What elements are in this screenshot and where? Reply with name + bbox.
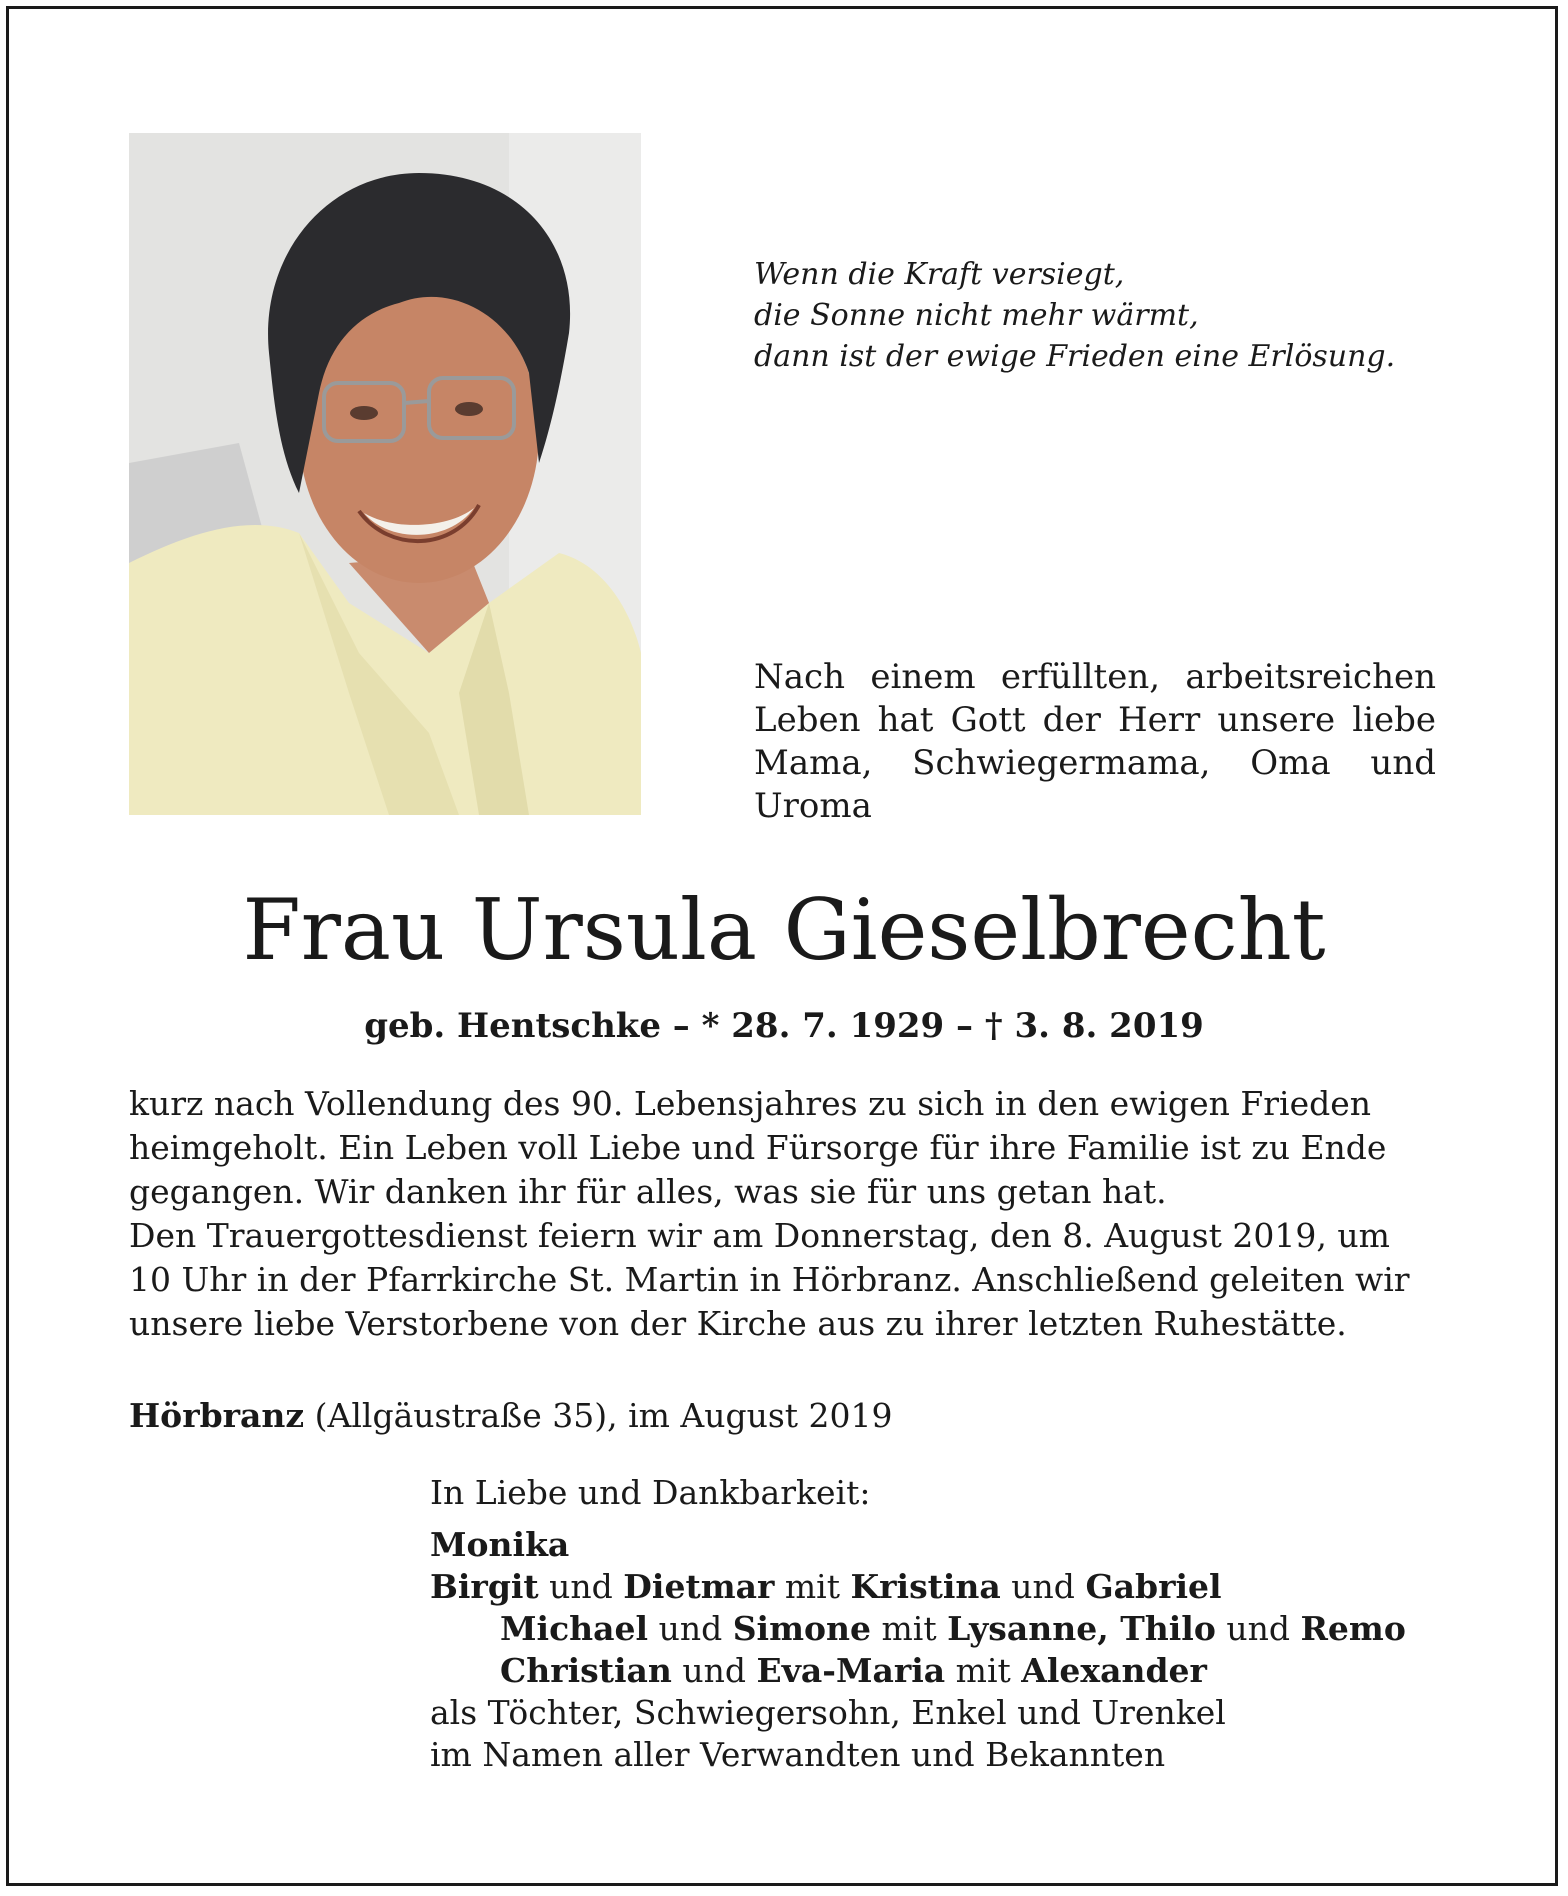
- name-christian: Christian: [500, 1651, 672, 1690]
- family-row-monika: [430, 1524, 1450, 1566]
- intro-paragraph: Nach einem erfüllten, arbeitsreichen Leben hat Gott der Herr unsere liebe Mama, Schwiegermama, Oma und Uroma: [754, 657, 1436, 826]
- connector: mit: [871, 1609, 948, 1648]
- family-signature: [430, 1472, 1450, 1776]
- place-address-date: (Allgäustraße 35), im August 2019: [304, 1396, 893, 1435]
- name-lysanne-thilo: Lysanne, Thilo: [947, 1609, 1216, 1648]
- connector: und: [1215, 1609, 1301, 1648]
- body-paragraph-1: kurz nach Vollendung des 90. Lebensjahres zu sich in den ewigen Frieden heimgeholt. Ein Leben voll Liebe und Fürsorge für ihre Familie ist zu Ende gegangen. Wir danken ihr für alles, was sie für uns getan hat.: [129, 1084, 1387, 1211]
- family-heading: In Liebe und Dankbarkeit:: [430, 1473, 871, 1512]
- name-eva-maria: Eva-Maria: [756, 1651, 946, 1690]
- name-remo: Remo: [1300, 1609, 1406, 1648]
- portrait-photo-icon: [129, 133, 641, 815]
- name-gabriel: Gabriel: [1085, 1567, 1222, 1606]
- family-row-birgit: [430, 1566, 1450, 1608]
- memorial-quote: [754, 254, 1454, 377]
- name-michael: Michael: [500, 1609, 649, 1648]
- family-row-christian: [430, 1650, 1450, 1692]
- connector: mit: [945, 1651, 1022, 1690]
- family-relations: als Töchter, Schwiegersohn, Enkel und Urenkel: [430, 1693, 1226, 1732]
- connector: mit: [774, 1567, 851, 1606]
- funeral-service-paragraph: Den Trauergottesdienst feiern wir am Donnerstag, den 8. August 2019, um 10 Uhr in der Pfarrkirche St. Martin in Hörbranz. Anschließend geleiten wir unsere liebe Verstorbene von der Kirche aus zu ihrer letzten Ruhestätte.: [129, 1216, 1410, 1343]
- connector: und: [1000, 1567, 1086, 1606]
- name-simone: Simone: [732, 1609, 871, 1648]
- family-row-michael: [430, 1608, 1450, 1650]
- name-birgit: Birgit: [430, 1567, 539, 1606]
- portrait-photo: [129, 133, 641, 815]
- quote-line-3: dann ist der ewige Frieden eine Erlösung.: [754, 339, 1396, 374]
- name-alexander: Alexander: [1021, 1651, 1207, 1690]
- place-date-line: [129, 1394, 1441, 1438]
- birth-death-line: geb. Hentschke – * 28. 7. 1929 – † 3. 8. 2019: [364, 1006, 1204, 1046]
- connector: und: [671, 1651, 757, 1690]
- quote-line-2: die Sonne nicht mehr wärmt,: [754, 298, 1199, 333]
- name-dietmar: Dietmar: [623, 1567, 775, 1606]
- place-town: Hörbranz: [129, 1396, 305, 1435]
- quote-line-1: Wenn die Kraft versiegt,: [754, 257, 1125, 292]
- name-kristina: Kristina: [850, 1567, 1001, 1606]
- connector: und: [538, 1567, 624, 1606]
- name-monika: Monika: [430, 1525, 570, 1564]
- family-closing: im Namen aller Verwandten und Bekannten: [430, 1735, 1166, 1774]
- connector: und: [648, 1609, 733, 1648]
- deceased-name: Frau Ursula Gieselbrecht: [242, 881, 1326, 979]
